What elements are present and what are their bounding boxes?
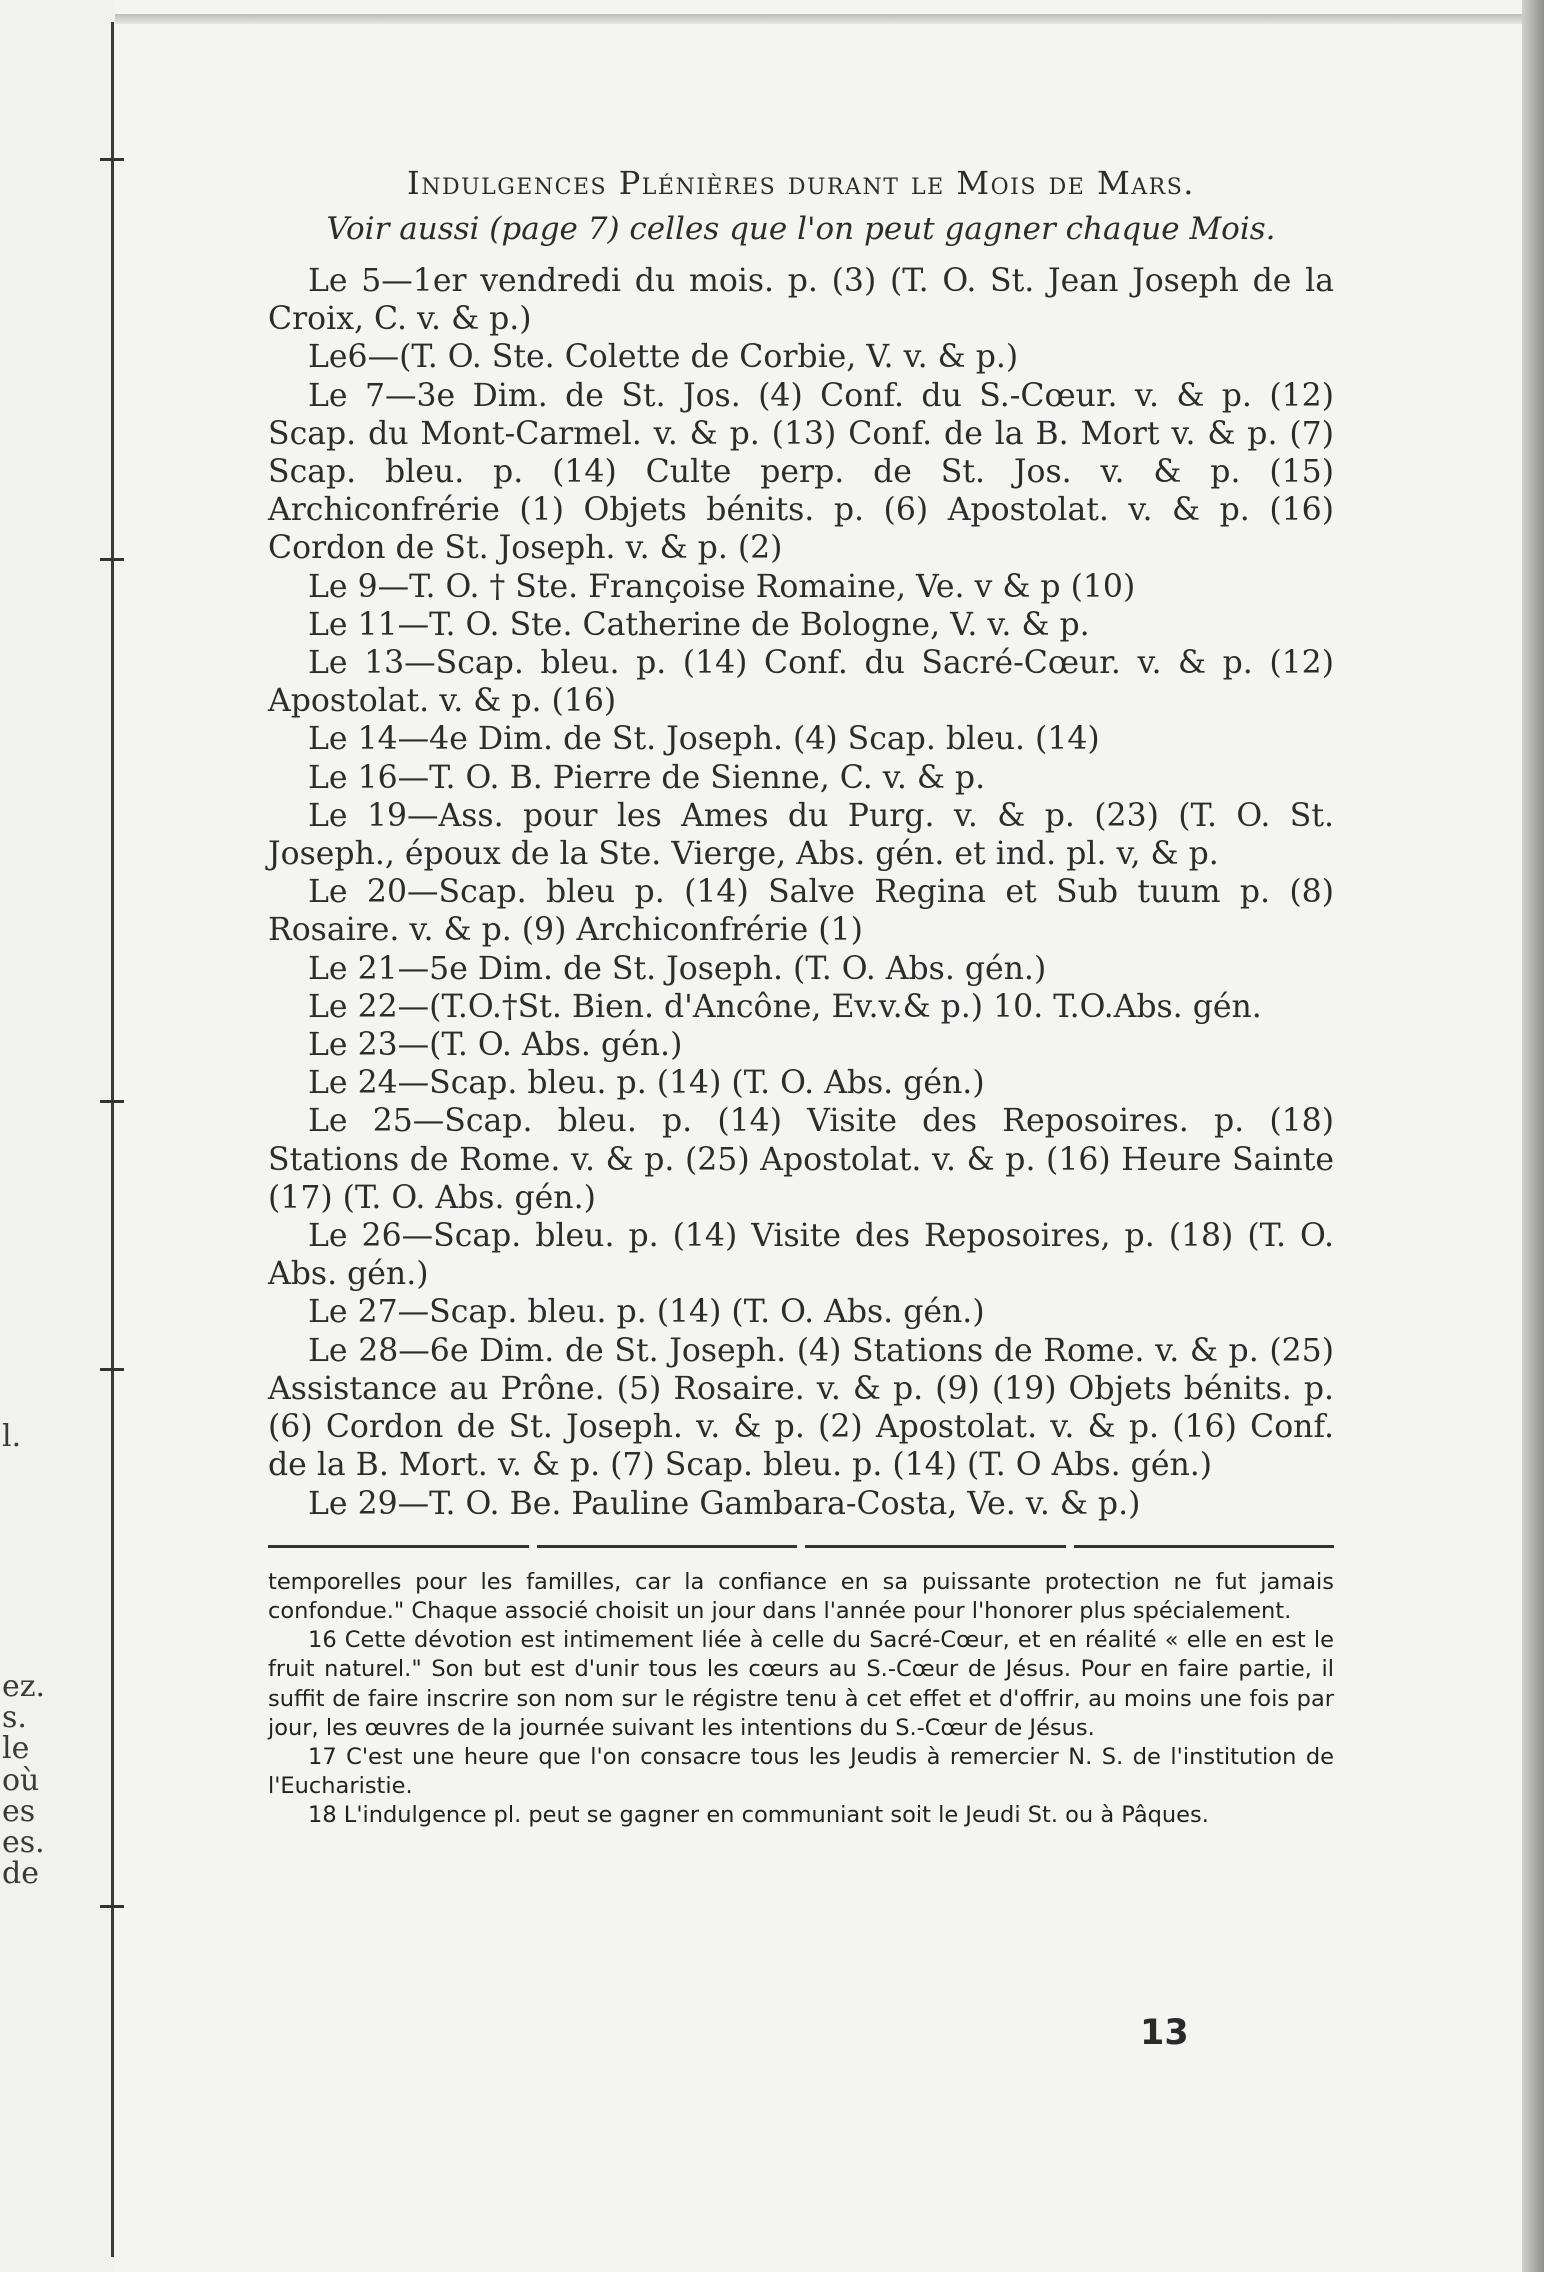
footnote-separator	[268, 1545, 1334, 1548]
indulgence-entry: Le 14—4e Dim. de St. Joseph. (4) Scap. bleu. (14)	[308, 721, 1100, 758]
facing-page-fragment: le	[2, 1731, 30, 1766]
indulgence-entry: Le 29—T. O. Be. Pauline Gambara-Costa, Ve. v. & p.)	[308, 1485, 1141, 1522]
indulgence-entry: Le 9—T. O. † Ste. Françoise Romaine, Ve. v & p (10)	[308, 568, 1136, 605]
indulgence-list	[268, 262, 1334, 1523]
facing-page-fragment: de	[2, 1856, 39, 1891]
margin-tick	[100, 558, 124, 561]
indulgence-entry: Le 25—Scap. bleu. p. (14) Visite des Reposoires. p. (18) Stations de Rome. v. & p. (25) Apostolat. v. & p. (16) Heure Sainte (17) (T. O. Abs. gén.)	[268, 1103, 1334, 1216]
top-page-edge	[115, 14, 1525, 24]
binding-rule	[111, 22, 114, 2257]
indulgence-entry: Le6—(T. O. Ste. Colette de Corbie, V. v. & p.)	[308, 339, 1019, 376]
indulgence-entry: Le 24—Scap. bleu. p. (14) (T. O. Abs. gén.)	[308, 1065, 985, 1102]
footnote: temporelles pour les familles, car la confiance en sa puissante protection ne fut jamais confondue." Chaque associé choisit un jour dans l'année pour l'honorer plus spécialement.	[268, 1568, 1334, 1624]
indulgence-entry: Le 28—6e Dim. de St. Joseph. (4) Stations de Rome. v. & p. (25) Assistance au Prône. (5) Rosaire. v. & p. (9) (19) Objets bénits. p. (6) Cordon de St. Joseph. v. & p. (2) Apostolat. v. & p. (16) Conf. de la B. Mort. v. & p. (7) Scap. bleu. p. (14) (T. O Abs. gén.)	[268, 1332, 1334, 1484]
facing-page-fragment: ez.	[2, 1669, 46, 1704]
footnote: 17 C'est une heure que l'on consacre tous les Jeudis à remercier N. S. de l'institution de l'Eucharistie.	[268, 1743, 1334, 1800]
indulgence-entry: Le 22—(T.O.†St. Bien. d'Ancône, Ev.v.& p.) 10. T.O.Abs. gén.	[308, 988, 1262, 1025]
indulgence-entry: Le 16—T. O. B. Pierre de Sienne, C. v. & p.	[308, 759, 986, 796]
facing-page-fragment: es.	[2, 1825, 45, 1860]
page-subtitle: Voir aussi (page 7) celles que l'on peut gagner chaque Mois.	[326, 211, 1276, 247]
indulgence-entry: Le 27—Scap. bleu. p. (14) (T. O. Abs. gén.)	[308, 1294, 985, 1331]
margin-tick	[100, 1368, 124, 1371]
margin-tick	[100, 1905, 124, 1908]
facing-page-fragment: où	[2, 1763, 40, 1798]
indulgence-entry: Le 23—(T. O. Abs. gén.)	[308, 1027, 683, 1064]
margin-tick	[100, 158, 124, 161]
footnotes	[268, 1568, 1334, 1831]
indulgence-entry: Le 20—Scap. bleu p. (14) Salve Regina et Sub tuum p. (8) Rosaire. v. & p. (9) Archiconfrérie (1)	[268, 874, 1334, 949]
facing-page-fragment: l.	[2, 1419, 22, 1454]
page-number: 13	[1140, 2013, 1189, 2053]
indulgence-entry: Le 7—3e Dim. de St. Jos. (4) Conf. du S.-Cœur. v. & p. (12) Scap. du Mont-Carmel. v. & p. (13) Conf. de la B. Mort v. & p. (7) Scap. bleu. p. (14) Culte perp. de St. Jos. v. & p. (15) Archiconfrérie (1) Objets bénits. p. (6) Apostolat. v. & p. (16) Cordon de St. Joseph. v. & p. (2)	[268, 377, 1334, 567]
indulgence-entry: Le 21—5e Dim. de St. Joseph. (T. O. Abs. gén.)	[308, 950, 1047, 987]
indulgence-entry: Le 19—Ass. pour les Ames du Purg. v. & p. (23) (T. O. St. Joseph., époux de la Ste. Vierge, Abs. gén. et ind. pl. v, & p.	[268, 797, 1334, 873]
page-body	[268, 160, 1334, 1831]
facing-page-edge	[0, 0, 115, 2272]
indulgence-entry: Le 13—Scap. bleu. p. (14) Conf. du Sacré-Cœur. v. & p. (12) Apostolat. v. & p. (16)	[268, 645, 1334, 720]
right-page-edge	[1522, 0, 1544, 2272]
footnote: 16 Cette dévotion est intimement liée à celle du Sacré-Cœur, et en réalité « elle en est le fruit naturel." Son but est d'unir tous les cœurs au S.-Cœur de Jésus. Pour en faire partie, il suffit de faire inscrire son nom sur le régistre tenu à cet effet et d'offrir, au moins une fois par jour, les œuvres de la journée suivant les intentions du S.-Cœur de Jésus.	[268, 1627, 1334, 1741]
facing-page-fragment: es	[2, 1794, 36, 1829]
margin-tick	[100, 1100, 124, 1103]
footnote: 18 L'indulgence pl. peut se gagner en communiant soit le Jeudi St. ou à Pâques.	[308, 1802, 1209, 1829]
indulgence-entry: Le 11—T. O. Ste. Catherine de Bologne, V. v. & p.	[308, 606, 1090, 643]
indulgence-entry: Le 26—Scap. bleu. p. (14) Visite des Reposoires, p. (18) (T. O. Abs. gén.)	[268, 1218, 1334, 1293]
facing-page-fragment: s.	[2, 1700, 27, 1735]
page-title: Indulgences Plénières durant le Mois de Mars.	[407, 164, 1195, 202]
indulgence-entry: Le 5—1er vendredi du mois. p. (3) (T. O. St. Jean Joseph de la Croix, C. v. & p.)	[268, 263, 1334, 338]
